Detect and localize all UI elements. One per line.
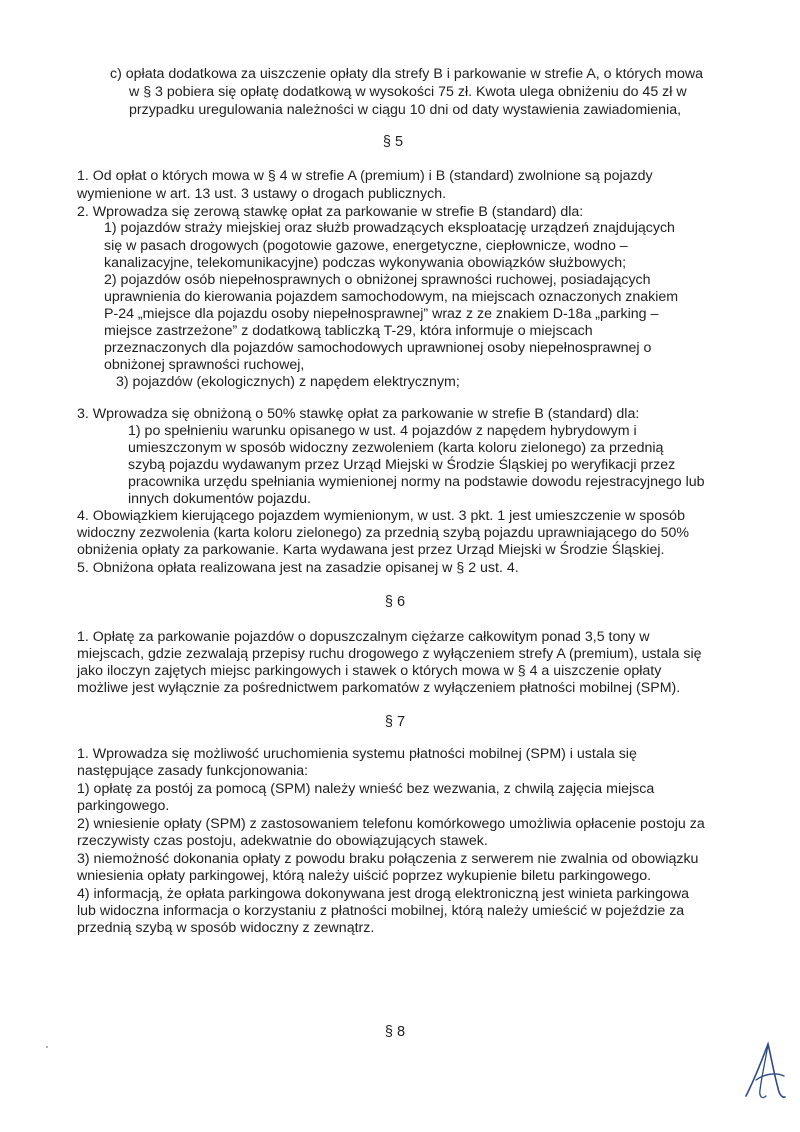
text-line: miejscach, gdzie zezwalają przepisy ruchu drogowego z wyłączeniem strefy A (premium), ustala się bbox=[77, 646, 702, 662]
text-line: 1. Wprowadza się możliwość uruchomienia systemu płatności mobilnej (SPM) i ustala się bbox=[77, 746, 637, 762]
text-line: 2) wniesienie opłaty (SPM) z zastosowaniem telefonu komórkowego umożliwia opłacenie postoju za bbox=[77, 816, 705, 832]
section-heading: § 7 bbox=[384, 714, 406, 730]
text-line: 5. Obniżona opłata realizowana jest na zasadzie opisanej w § 2 ust. 4. bbox=[77, 560, 519, 576]
text-line: 3) niemożność dokonania opłaty z powodu braku połączenia z serwerem nie zwalnia od obowiązku bbox=[77, 851, 699, 867]
text-line: kanalizacyjne, telekomunikacyjne) podczas wykonywania obowiązków służbowych; bbox=[104, 255, 627, 271]
text-line: wymienione w art. 13 ust. 3 ustawy o drogach publicznych. bbox=[77, 186, 447, 202]
text-line: widoczny zezwolenia (karta koloru zielonego) za przednią szybą pojazdu uprawniającego do 50% bbox=[77, 525, 689, 541]
text-line: umieszczonym w sposób widoczny zezwoleniem (karta koloru zielonego) za przednią bbox=[128, 440, 664, 456]
text-line: innych dokumentów pojazdu. bbox=[128, 491, 311, 507]
text-line: miejsce zastrzeżone” z dodatkową tabliczką T-29, która informuje o miejscach bbox=[104, 323, 593, 339]
text-line: 2. Wprowadza się zerową stawkę opłat za parkowanie w strefie B (standard) dla: bbox=[77, 204, 584, 220]
text-line: 1. Opłatę za parkowanie pojazdów o dopuszczalnym ciężarze całkowitym ponad 3,5 tony w bbox=[77, 629, 650, 645]
text-line: obniżonej sprawności ruchowej, bbox=[104, 357, 305, 373]
scan-speck bbox=[46, 1046, 48, 1048]
text-line: rzeczywisty czas postoju, adekwatnie do obowiązujących stawek. bbox=[77, 833, 488, 849]
text-line: jako iloczyn zajętych miejsc parkingowych i stawek o których mowa w § 4 a uiszczenie opłaty bbox=[77, 663, 662, 679]
text-line: w § 3 pobiera się opłatę dodatkową w wysokości 75 zł. Kwota ulega obniżeniu do 45 zł w bbox=[129, 84, 687, 100]
text-line: obniżenia opłaty za parkowanie. Karta wydawana jest przez Urząd Miejski w Środzie Śląskiej. bbox=[77, 542, 665, 558]
text-line: 4. Obowiązkiem kierującego pojazdem wymienionym, w ust. 3 pkt. 1 jest umieszczenie w sposób bbox=[77, 508, 685, 524]
text-line: 2) pojazdów osób niepełnosprawnych o obniżonej sprawności ruchowej, posiadających bbox=[104, 272, 651, 288]
text-line: lub widoczna informacja o korzystaniu z płatności mobilnej, którą należy umieścić w pojeździe za bbox=[77, 903, 685, 919]
text-line: się w pasach drogowych (pogotowie gazowe, energetyczne, ciepłownicze, wodno – bbox=[104, 238, 628, 254]
handwritten-initial-mark bbox=[738, 1040, 788, 1102]
text-line: 3) pojazdów (ekologicznych) z napędem elektrycznym; bbox=[116, 374, 460, 390]
text-line: uprawnienia do kierowania pojazdem samochodowym, na miejscach oznaczonych znakiem bbox=[104, 289, 679, 305]
text-line: 4) informacją, że opłata parkingowa dokonywana jest drogą elektroniczną jest winieta parkingowa bbox=[77, 886, 689, 902]
text-line: P-24 „miejsce dla pojazdu osoby niepełnosprawnej” wraz z ze znakiem D-18a „parking – bbox=[104, 306, 659, 322]
section-heading: § 5 bbox=[382, 134, 404, 150]
text-line: wniesienia opłaty parkingowej, którą należy uiścić poprzez wykupienie biletu parkingowego. bbox=[77, 868, 652, 884]
section-heading: § 6 bbox=[384, 594, 406, 610]
text-line: 1) opłatę za postój za pomocą (SPM) należy wnieść bez wezwania, z chwilą zajęcia miejsca bbox=[77, 781, 655, 797]
text-line: pracownika urzędu spełniania wymienionej normy na podstawie dowodu rejestracyjnego lub bbox=[128, 474, 705, 490]
text-line: parkingowego. bbox=[77, 798, 170, 814]
text-line: 1) pojazdów straży miejskiej oraz służb prowadzących eksploatację urządzeń znajdujących bbox=[104, 220, 675, 236]
section-heading: § 8 bbox=[384, 1024, 406, 1040]
text-line: 1) po spełnieniu warunku opisanego w ust. 4 pojazdów z napędem hybrydowym i bbox=[128, 423, 637, 439]
text-line: 1. Od opłat o których mowa w § 4 w strefie A (premium) i B (standard) zwolnione są pojazdy bbox=[77, 168, 653, 184]
text-line: możliwe jest wyłącznie za pośrednictwem parkomatów z wyłączeniem płatności mobilnej (SPM). bbox=[77, 680, 681, 696]
text-line: przednią szybą w sposób widoczny z zewnątrz. bbox=[77, 920, 375, 936]
text-line: następujące zasady funkcjonowania: bbox=[77, 763, 309, 779]
text-line: przypadku uregulowania należności w ciągu 10 dni od daty wystawienia zawiadomienia, bbox=[129, 102, 682, 118]
text-line: c) opłata dodatkowa za uiszczenie opłaty dla strefy B i parkowanie w strefie A, o których mowa bbox=[110, 66, 704, 82]
text-line: szybą pojazdu wydawanym przez Urząd Miejski w Środzie Śląskiej po weryfikacji przez bbox=[128, 457, 676, 473]
text-line: 3. Wprowadza się obniżoną o 50% stawkę opłat za parkowanie w strefie B (standard) dla: bbox=[77, 406, 640, 422]
text-line: przeznaczonych dla pojazdów samochodowych uprawnionej osoby niepełnosprawnej o bbox=[104, 340, 652, 356]
